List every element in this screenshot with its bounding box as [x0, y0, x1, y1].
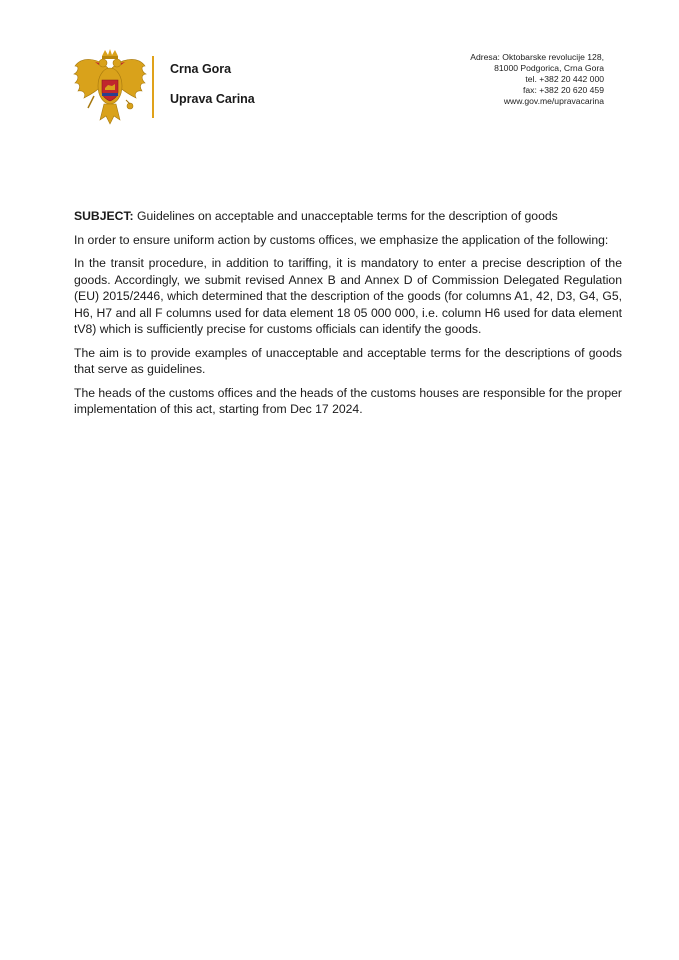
paragraph: In order to ensure uniform action by customs offices, we emphasize the application of the following: — [74, 232, 609, 247]
paragraph: In the transit procedure, in addition to tariffing, it is mandatory to enter a precise description of the goods. Accordingly, we submit revised Annex B and Annex D of Commission Delegated Regulation (EU) 2015/2446, which determined that the description of the goods (for columns A1, 42, D3, G4, G5, H6, H7 and all F columns used for data element 18 05 000 000, i.e. column H6 used for data element tV8) which is sufficiently precise for customs officials can identify the goods. — [74, 256, 622, 336]
subject-text: Guidelines on acceptable and unacceptable terms for the description of goods — [133, 209, 558, 223]
website-link[interactable]: www.gov.me/upravacarina — [503, 96, 604, 106]
header-divider — [152, 56, 154, 118]
country-name: Crna Gora — [170, 62, 232, 76]
phone-line: tel. +382 20 442 000 — [525, 74, 604, 84]
letter-body — [74, 208, 622, 425]
address-line: 81000 Podgorica, Crna Gora — [494, 63, 604, 73]
subject-label: SUBJECT: — [74, 209, 134, 223]
paragraph: The heads of the customs offices and the heads of the customs houses are responsible for the proper implementation of this act, starting from Dec 17 2024. — [74, 385, 622, 416]
subject-line — [74, 208, 622, 225]
paragraph: The aim is to provide examples of unacceptable and acceptable terms for the descriptions of goods that serve as guidelines. — [74, 345, 622, 376]
fax-line: fax: +382 20 620 459 — [523, 85, 604, 95]
organization-name: Uprava Carina — [170, 92, 255, 106]
address-block — [470, 52, 604, 107]
montenegro-coat-of-arms-icon — [72, 48, 148, 128]
address-line: Adresa: Oktobarske revolucije 128, — [470, 52, 604, 62]
